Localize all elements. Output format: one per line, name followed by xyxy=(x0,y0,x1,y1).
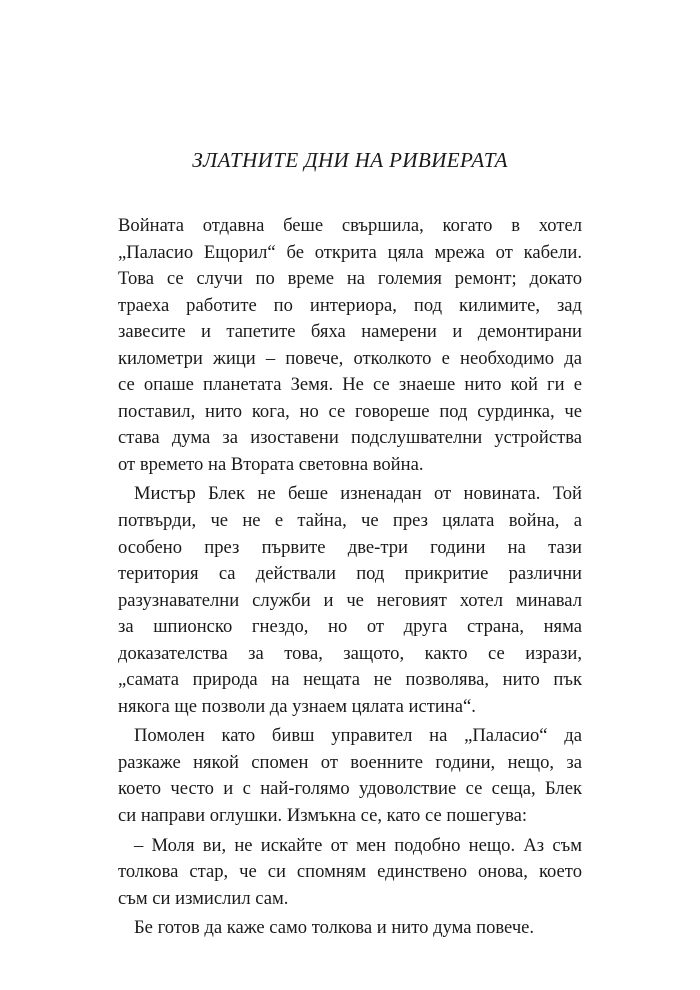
text-line: – Моля ви, не искайте от мен подобно нещо. Аз съм xyxy=(134,834,582,856)
paragraph-3 xyxy=(118,723,582,829)
text-line: Това се случи по време на големия ремонт; докато xyxy=(118,268,582,290)
text-line: „самата природа на нещата не позволява, нито пък xyxy=(118,669,582,691)
text-line: Бе готов да каже само толкова и нито дума повече. xyxy=(134,917,535,939)
text-line: става дума за изоставени подслушвателни устройства xyxy=(118,427,582,449)
text-line: разкаже някой спомен от военните години, нещо, за xyxy=(118,751,582,773)
text-line: някога ще позволи да узнаем цялата истина“. xyxy=(118,695,476,717)
paragraph-5 xyxy=(118,915,582,942)
text-line: километри жици – повече, отколкото е необходимо да xyxy=(118,347,582,369)
paragraph-4 xyxy=(118,833,582,913)
text-line: си направи оглушки. Измъкна се, като се пошегува: xyxy=(118,805,528,827)
text-line: траеха работите по интериора, под килимите, зад xyxy=(118,294,582,316)
chapter-title: ЗЛАТНИТЕ ДНИ НА РИВИЕРАТА xyxy=(192,148,508,172)
text-line: което често и с най-голямо удоволствие се сеща, Блек xyxy=(118,778,582,800)
text-line: се опаше планетата Земя. Не се знаеше нито кой ги е xyxy=(118,374,582,396)
text-line: разузнавателни служби и че неговият хотел минавал xyxy=(118,589,582,611)
text-line: толкова стар, че си спомням единствено онова, което xyxy=(118,861,582,883)
text-line: територия са действали под прикритие различни xyxy=(118,563,582,585)
text-line: „Паласио Ещорил“ бе открита цяла мрежа от кабели. xyxy=(118,241,582,263)
body-text xyxy=(118,213,582,942)
text-line: Войната отдавна беше свършила, когато в хотел xyxy=(118,215,582,236)
text-line: от времето на Втората световна война. xyxy=(118,453,424,475)
text-line: Мистър Блек не беше изненадан от новината. Той xyxy=(134,483,582,505)
paragraph-1 xyxy=(118,213,582,478)
text-line: Помолен като бивш управител на „Паласио“ да xyxy=(134,725,582,747)
text-line: за шпионско гнездо, но от друга страна, няма xyxy=(118,616,582,638)
text-line: доказателства за това, защото, както се изрази, xyxy=(118,642,582,664)
text-line: поставил, нито кога, но се говореше под сурдинка, че xyxy=(118,400,582,422)
text-line: потвърди, че не е тайна, че през цялата война, а xyxy=(118,510,582,532)
text-line: съм си измислил сам. xyxy=(118,887,289,909)
paragraph-2 xyxy=(118,481,582,720)
text-line: завесите и тапетите бяха намерени и демонтирани xyxy=(118,321,582,343)
text-line: особено през първите две-три години на тази xyxy=(118,536,582,558)
